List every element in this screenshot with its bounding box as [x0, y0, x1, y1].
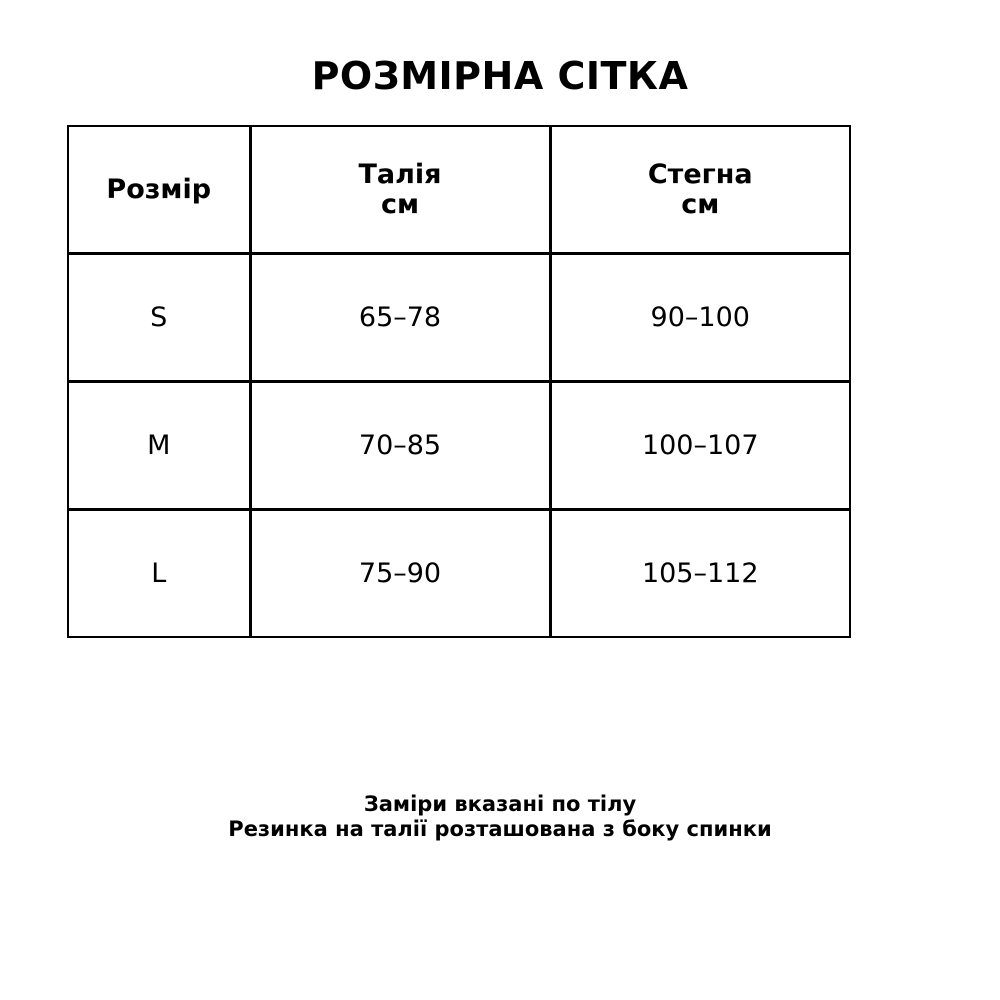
header-hips: [550, 126, 850, 254]
note-waistband: Резинка на талії розташована з боку спинки: [228, 817, 772, 841]
cell-waist: 70–85: [250, 382, 550, 510]
header-size-label: Розмір: [106, 173, 212, 205]
header-waist-label: Талія: [358, 158, 442, 190]
page-title: РОЗМІРНА СІТКА: [311, 54, 689, 99]
header-hips-unit: см: [681, 188, 720, 220]
cell-hips: 100–107: [550, 382, 850, 510]
cell-waist: 75–90: [250, 510, 550, 638]
table-row: [68, 254, 850, 382]
cell-size: L: [68, 510, 250, 638]
cell-hips: 90–100: [550, 254, 850, 382]
header-size: [68, 126, 250, 254]
header-waist: [250, 126, 550, 254]
table-row: [68, 510, 850, 638]
cell-hips: 105–112: [550, 510, 850, 638]
table-header-row: [68, 126, 850, 254]
cell-size: S: [68, 254, 250, 382]
note-measurements: Заміри вказані по тілу: [363, 792, 637, 816]
cell-size: M: [68, 382, 250, 510]
size-chart-table: [67, 125, 851, 638]
cell-waist: 65–78: [250, 254, 550, 382]
header-hips-label: Стегна: [647, 158, 753, 190]
measurement-notes: [0, 792, 1000, 842]
header-waist-unit: см: [380, 188, 420, 220]
table-row: [68, 382, 850, 510]
